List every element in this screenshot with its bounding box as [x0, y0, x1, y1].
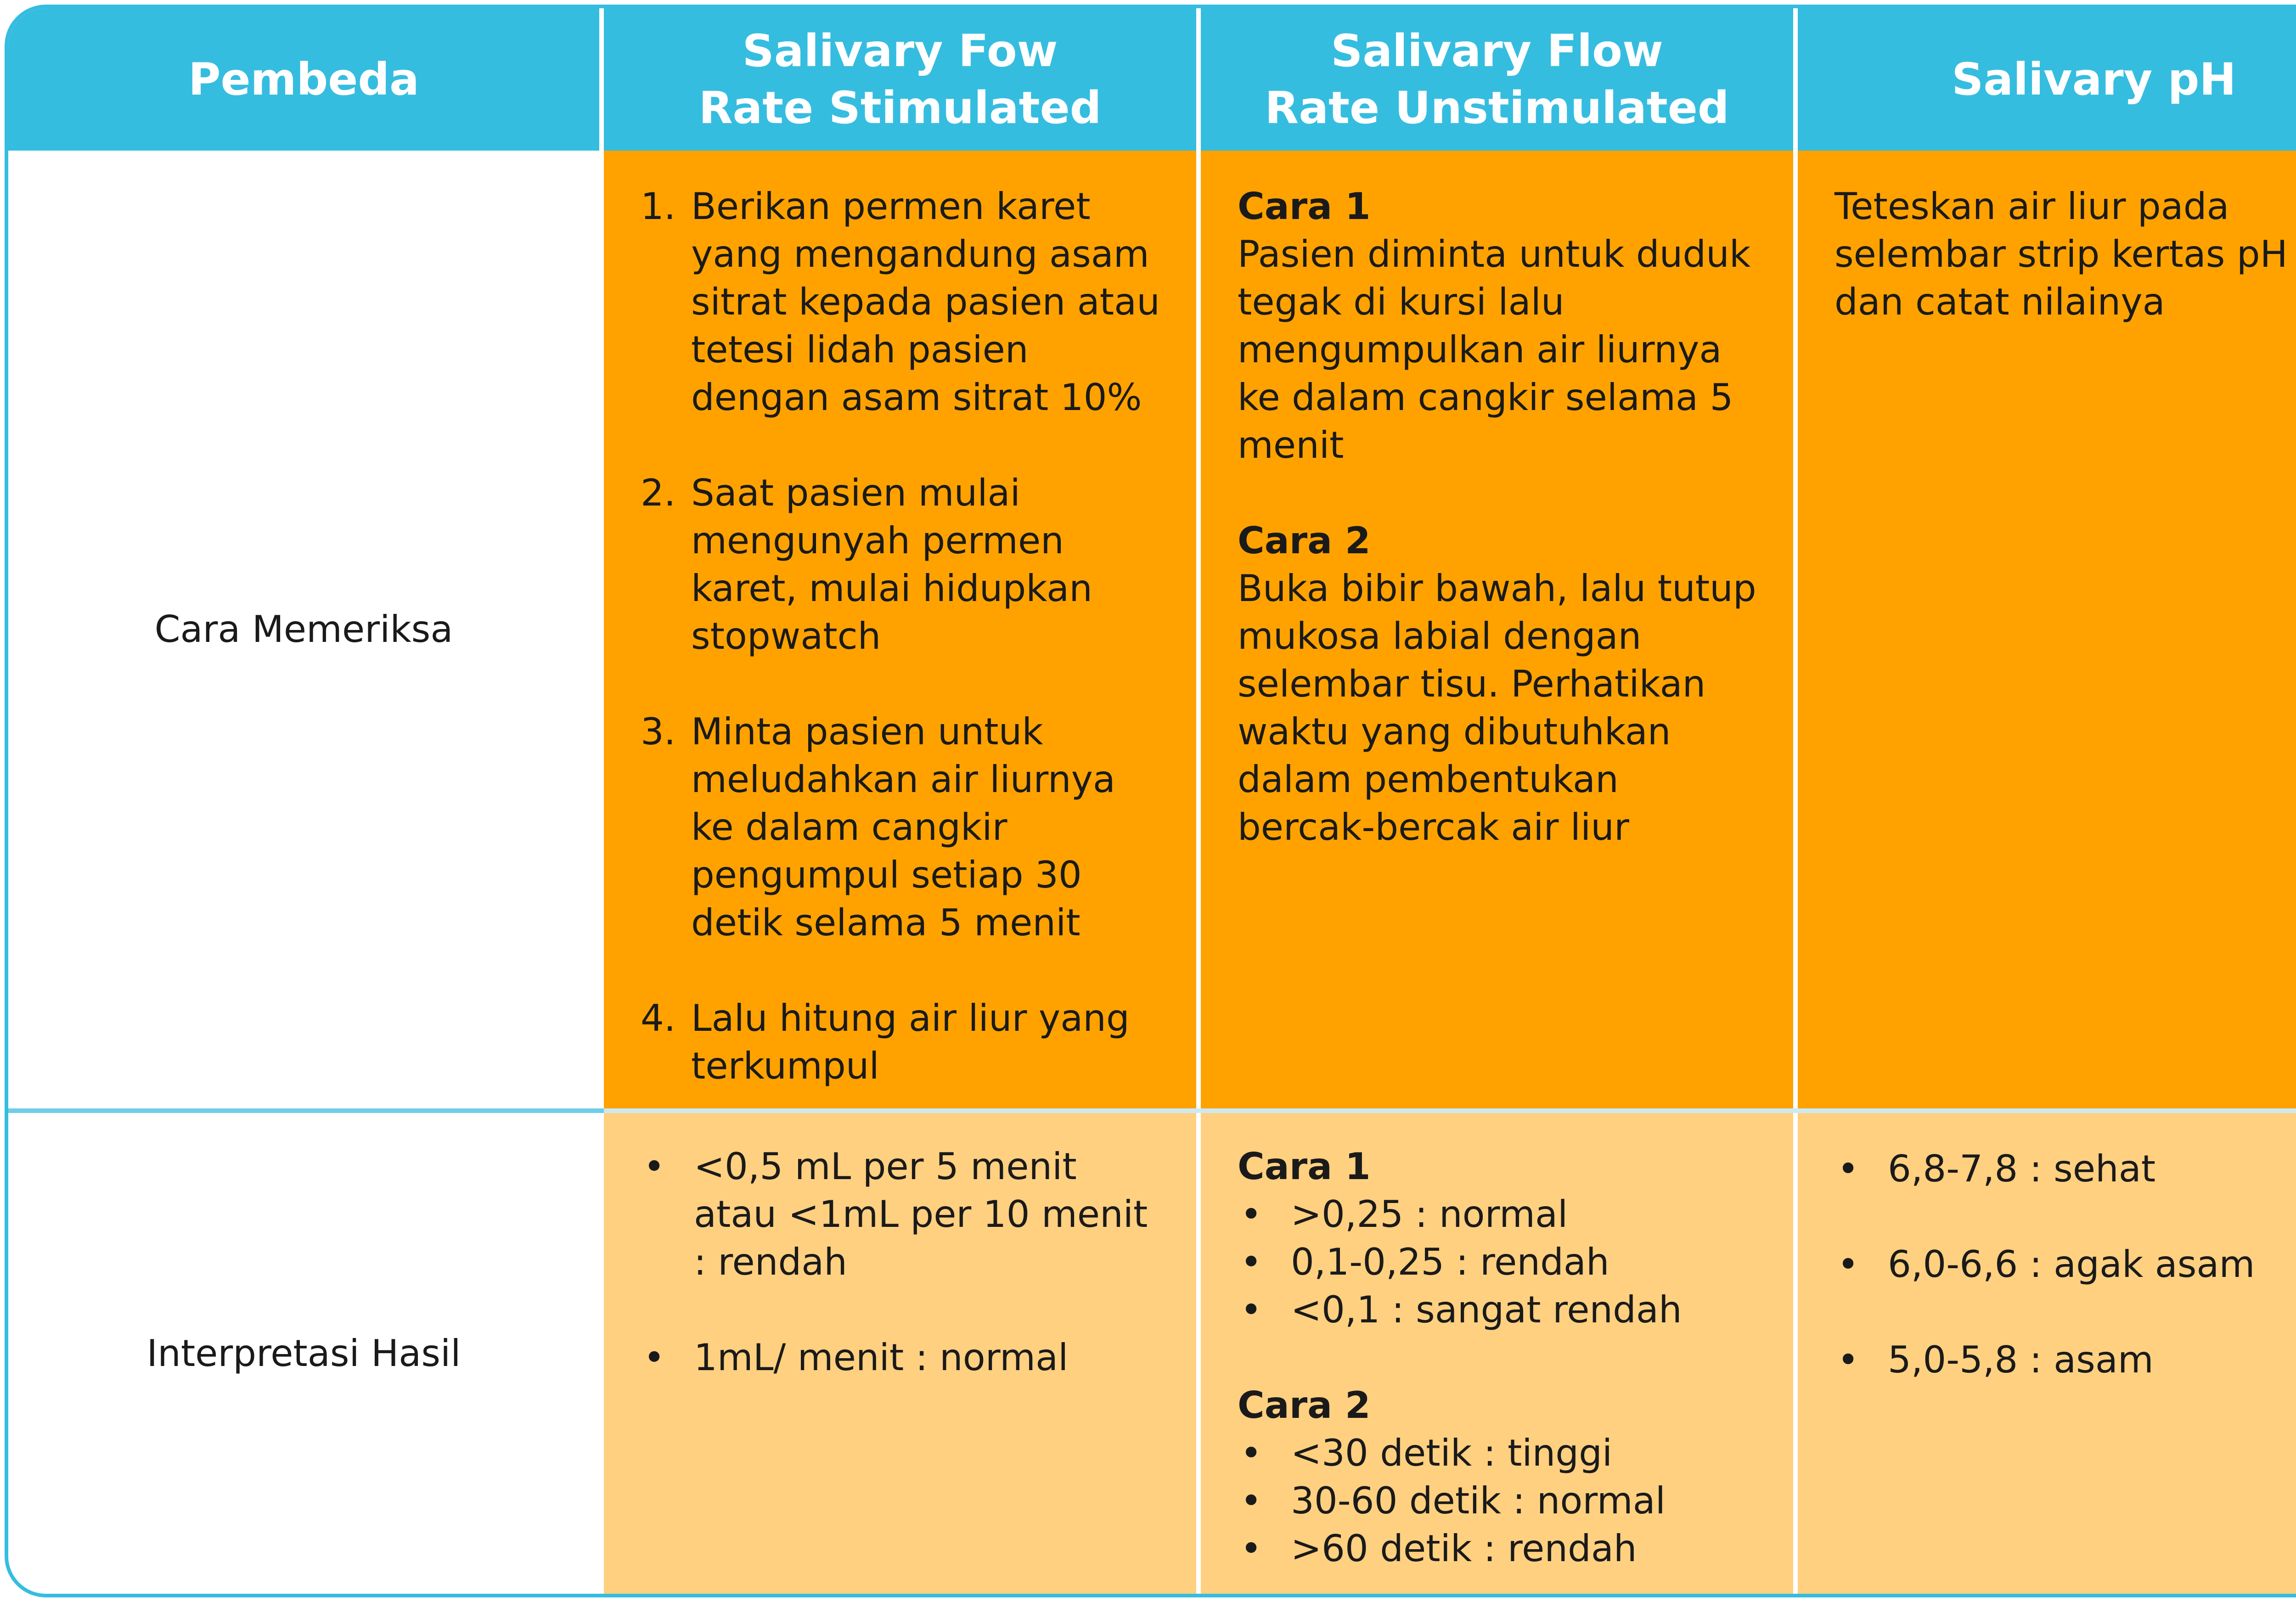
- cell-stimulated-method: [602, 151, 1199, 1111]
- header-flow-stimulated-text: Salivary Fow Rate Stimulated: [698, 25, 1102, 134]
- result-text: >0,25 : normal: [1291, 1193, 1568, 1236]
- header-row: [8, 8, 2296, 151]
- list-item: [641, 995, 1164, 1090]
- row-label-interpretasi-hasil: Interpretasi Hasil: [8, 1111, 602, 1594]
- cara1-title: Cara 1: [1238, 185, 1371, 228]
- bullet-icon: •: [643, 1145, 665, 1188]
- list-item: [1238, 1238, 1761, 1286]
- cell-ph-method: [1795, 151, 2296, 1111]
- list-item: [1835, 1145, 2296, 1193]
- cara2-title: Cara 2: [1238, 519, 1371, 562]
- result-text: <0,5 mL per 5 menit atau <1mL per 10 menit : rendah: [694, 1145, 1148, 1283]
- list-item: [641, 469, 1164, 660]
- result-text: 0,1-0,25 : rendah: [1291, 1241, 1609, 1283]
- row-label-cara-memeriksa: Cara Memeriksa: [8, 151, 602, 1111]
- list-item: [1238, 1429, 1761, 1477]
- bullet-icon: •: [1837, 1338, 1859, 1381]
- step-number: 1.: [641, 185, 676, 228]
- list-item: [641, 1334, 1164, 1382]
- result-text: >60 detik : rendah: [1291, 1527, 1637, 1570]
- header-ph: Salivary pH: [1795, 8, 2296, 151]
- result-text: 1mL/ menit : normal: [694, 1336, 1069, 1379]
- cell-unstimulated-method: [1199, 151, 1795, 1111]
- cara2-title: Cara 2: [1238, 1384, 1371, 1427]
- header-flow-unstimulated: [1199, 8, 1795, 151]
- cell-stimulated-result: [602, 1111, 1199, 1594]
- row-cara-memeriksa: [8, 151, 2296, 1111]
- list-item: [1238, 1525, 1761, 1573]
- step-text: Minta pasien untuk meludahkan air liurnya ke dalam cangkir pengumpul setiap 30 detik selama 5 menit: [691, 710, 1115, 944]
- bullet-icon: •: [1240, 1288, 1262, 1331]
- header-flow-unstimulated-text: Salivary Flow Rate Unstimulated: [1265, 25, 1729, 134]
- step-number: 2.: [641, 472, 676, 514]
- cell-unstimulated-result: [1199, 1111, 1795, 1594]
- bullet-icon: •: [1240, 1527, 1262, 1570]
- result-text: <0,1 : sangat rendah: [1291, 1288, 1682, 1331]
- list-item: [1238, 1477, 1761, 1525]
- bullet-icon: •: [643, 1336, 665, 1379]
- header-pembeda: Pembeda: [8, 8, 602, 151]
- step-text: Lalu hitung air liur yang terkumpul: [691, 997, 1130, 1087]
- bullet-icon: •: [1837, 1243, 1859, 1286]
- step-number: 3.: [641, 710, 676, 753]
- bullet-icon: •: [1240, 1479, 1262, 1522]
- result-text: 30-60 detik : normal: [1291, 1479, 1666, 1522]
- list-item: [641, 708, 1164, 947]
- bullet-icon: •: [1240, 1241, 1262, 1283]
- bullet-icon: •: [1240, 1193, 1262, 1236]
- list-item: [1238, 1286, 1761, 1334]
- cara1-title: Cara 1: [1238, 1145, 1371, 1188]
- step-text: Berikan permen karet yang mengandung asam sitrat kepada pasien atau tetesi lidah pasien dengan asam sitrat 10%: [691, 185, 1160, 419]
- result-text: 5,0-5,8 : asam: [1888, 1338, 2154, 1381]
- bullet-icon: •: [1240, 1432, 1262, 1474]
- comparison-table-frame: [5, 5, 2296, 1597]
- result-text: <30 detik : tinggi: [1291, 1432, 1613, 1474]
- list-item: [641, 183, 1164, 422]
- bullet-icon: •: [1837, 1147, 1859, 1190]
- cara2-text: Buka bibir bawah, lalu tutup mukosa labial dengan selembar tisu. Perhatikan waktu yang dibutuhkan dalam pembentukan bercak-bercak air liur: [1238, 567, 1756, 849]
- step-number: 4.: [641, 997, 676, 1040]
- cell-ph-result: [1795, 1111, 2296, 1594]
- header-flow-stimulated: [602, 8, 1199, 151]
- row-interpretasi-hasil: [8, 1111, 2296, 1594]
- list-item: [1835, 1241, 2296, 1288]
- ph-method-text: Teteskan air liur pada selembar strip kertas pH dan catat nilainya: [1835, 185, 2288, 323]
- list-item: [1835, 1336, 2296, 1384]
- list-item: [641, 1143, 1164, 1286]
- cara1-text: Pasien diminta untuk duduk tegak di kursi lalu mengumpulkan air liurnya ke dalam cangkir selama 5 menit: [1238, 233, 1751, 467]
- step-text: Saat pasien mulai mengunyah permen karet, mulai hidupkan stopwatch: [691, 472, 1092, 658]
- list-item: [1238, 1191, 1761, 1238]
- result-text: 6,0-6,6 : agak asam: [1888, 1243, 2255, 1286]
- result-text: 6,8-7,8 : sehat: [1888, 1147, 2156, 1190]
- comparison-table: [8, 8, 2296, 1594]
